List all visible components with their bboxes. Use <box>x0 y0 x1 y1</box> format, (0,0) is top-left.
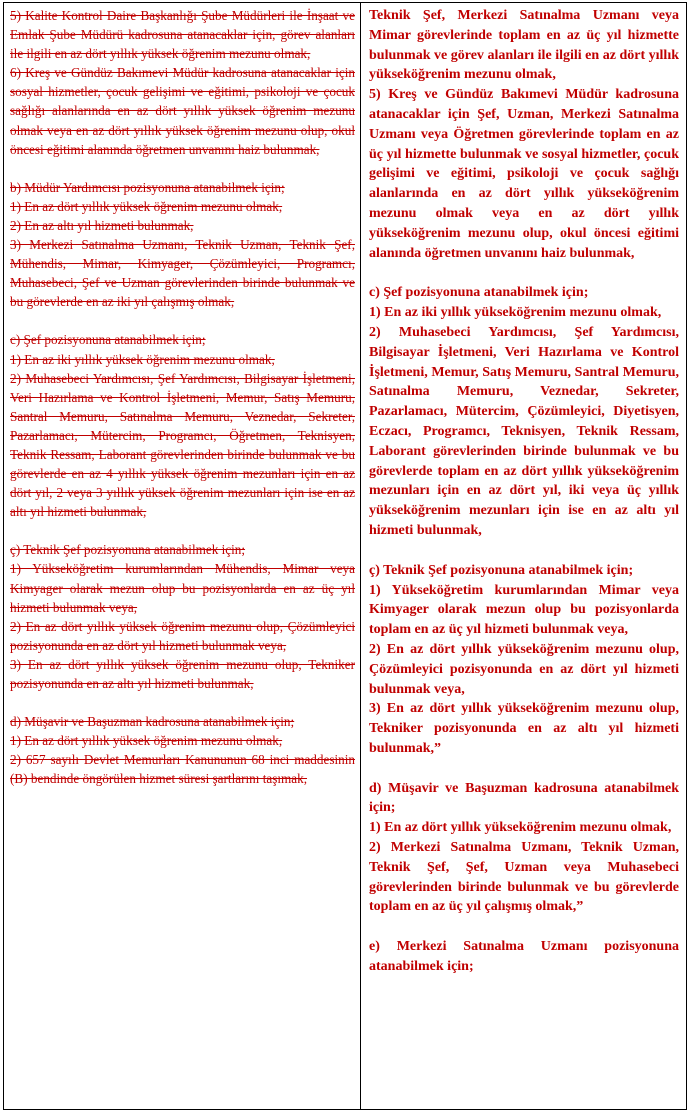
comparison-table <box>3 2 687 1110</box>
paragraph: 3) Merkezi Satınalma Uzmanı, Teknik Uzman, Teknik Şef, Mühendis, Mimar, Kimyager, Çözümleyici, Programcı, Muhasebeci, Şef ve Uzman görevlerinden birinde bulunmak ve bu görevlerde en az iki yıl çalışmış olmak, <box>10 237 355 310</box>
table-row <box>4 3 687 1110</box>
paragraph: 2) Merkezi Satınalma Uzmanı, Teknik Uzman, Teknik Şef, Şef, Uzman veya Muhasebeci görevlerinden birinde bulunmak ve bu görevlerde toplam en az üç yıl çalışmış olmak,” <box>369 840 679 915</box>
paragraph: 1) Yükseköğretim kurumlarından Mühendis, Mimar veya Kimyager olarak mezun olup bu pozisyonlarda en az üç yıl hizmeti bulunmak veya, <box>10 561 355 615</box>
paragraph-spacer <box>369 917 679 937</box>
paragraph: Teknik Şef, Merkezi Satınalma Uzmanı veya Mimar görevlerinde toplam en az üç yıl hizmette bulunmak ve görev alanları ile ilgili en az dört yıllık yükseköğrenim mezunu olmak, <box>369 8 679 83</box>
paragraph: 2) En az dört yıllık yükseköğrenim mezunu olup, Çözümleyici pozisyonunda en az dört yıl hizmeti bulunmak veya, <box>369 641 679 697</box>
paragraph-spacer <box>369 263 679 283</box>
paragraph: 1) En az dört yıllık yüksek öğrenim mezunu olmak, <box>10 198 283 214</box>
paragraph: 2) En az dört yıllık yüksek öğrenim mezunu olup, Çözümleyici pozisyonunda en az dört yıl hizmeti bulunmak veya, <box>10 618 355 653</box>
paragraph: d) Müşavir ve Başuzman kadrosuna atanabilmek için; <box>10 714 295 730</box>
new-text-column <box>361 3 687 1110</box>
paragraph: c) Şef pozisyonuna atanabilmek için; <box>369 285 589 301</box>
paragraph: 2) Muhasebeci Yardımcısı, Şef Yardımcısı, Bilgisayar İşletmeni, Veri Hazırlama ve Kontrol İşletmeni, Memur, Satış Memuru, Santral Memuru, Satınalma Memuru, Veznedar, Sekreter, Pazarlamacı, Mütercim, Çözümleyici, Diyetisyen, Eczacı, Programcı, Teknisyen, Teknik Ressam, Laborant görevlerinden birinde bulunmak ve bu görevlerde toplam en az dört yıllık yükseköğrenim mezunları için en az dört yıl, iki veya üç yıllık yükseköğrenim mezunları için ise en az altı yıl hizmeti bulunmak, <box>369 324 679 538</box>
paragraph: 3) En az dört yıllık yüksek öğrenim mezunu olup, Tekniker pozisyonunda en az altı yıl hizmeti bulunmak, <box>10 656 355 691</box>
paragraph: 2) Muhasebeci Yardımcısı, Şef Yardımcısı, Bilgisayar İşletmeni, Veri Hazırlama ve Kontrol İşletmeni, Memur, Satış Memuru, Santral Memuru, Satınalma Memuru, Veznedar, Sekreter, Pazarlamacı, Mütercim, Programcı, Öğretmen, Teknisyen, Teknik Ressam, Laborant görevlerinden birinde bulunmak ve bu görevlerde en az 4 yıllık yüksek öğrenim mezunları için en az dört yıl, 2 veya 3 yıllık yüksek öğrenim mezunları için ise en az altı yıl hizmeti bulunmak, <box>10 370 355 520</box>
paragraph: 1) En az iki yıllık yüksek öğrenim mezunu olmak, <box>10 351 275 367</box>
paragraph: 1) En az dört yıllık yükseköğrenim mezunu olmak, <box>369 820 672 836</box>
paragraph: c) Şef pozisyonuna atanabilmek için; <box>10 332 206 348</box>
paragraph: 3) En az dört yıllık yükseköğrenim mezunu olup, Tekniker pozisyonunda en az altı yıl hizmeti bulunmak,” <box>369 701 679 756</box>
paragraph: 1) Yükseköğretim kurumlarından Mimar veya Kimyager olarak mezun olup bu pozisyonlarda toplam en az üç yıl hizmeti bulunmak veya, <box>369 582 679 638</box>
paragraph-spacer <box>369 759 679 779</box>
paragraph: 6) Kreş ve Gündüz Bakımevi Müdür kadrosuna atanacaklar için sosyal hizmetler, çocuk gelişimi ve eğitimi, psikoloji ve çocuk sağlığı alanlarında en az dört yıllık yüksek öğrenim mezunu olmak veya en az dört yıllık yüksek öğrenim mezunu olup, okul öncesi eğitimi alanında öğretmen unvanını haiz bulunmak, <box>10 65 355 157</box>
paragraph: 5) Kreş ve Gündüz Bakımevi Müdür kadrosuna atanacaklar için Şef, Uzman, Merkezi Satınalma Uzmanı veya Öğretmen görevlerinde toplam en az üç yıl hizmette bulunmak ve sosyal hizmetler, çocuk gelişimi ve eğitimi, psikoloji ve çocuk sağlığı alanlarında en az dört yıllık yükseköğrenim mezunu olmak veya en az dört yıllık yükseköğrenim mezunu olup, okul öncesi eğitimi alanında öğretmen unvanını haiz bulunmak, <box>369 87 679 261</box>
paragraph: d) Müşavir ve Başuzman kadrosuna atanabilmek için; <box>369 780 679 816</box>
paragraph-spacer <box>369 541 679 561</box>
paragraph: 2) 657 sayılı Devlet Memurları Kanununun 68 inci maddesinin (B) bendinde öngörülen hizmet süresi şartlarını taşımak, <box>10 752 355 787</box>
paragraph-spacer <box>10 521 355 540</box>
old-text-column <box>4 3 361 1110</box>
paragraph-spacer <box>10 693 355 712</box>
paragraph: 5) Kalite Kontrol Daire Başkanlığı Şube Müdürleri ile İnşaat ve Emlak Şube Müdürü kadrosuna atanacaklar için, görev alanları ile ilgili en az dört yıllık yüksek öğrenim mezunu olmak, <box>10 8 355 62</box>
paragraph-spacer <box>10 311 355 330</box>
paragraph-spacer <box>10 159 355 178</box>
paragraph: 1) En az dört yıllık yüksek öğrenim mezunu olmak, <box>10 733 283 749</box>
paragraph: e) Merkezi Satınalma Uzmanı pozisyonuna atanabilmek için; <box>369 939 679 975</box>
paragraph: 1) En az iki yıllık yükseköğrenim mezunu olmak, <box>369 305 662 321</box>
paragraph: 2) En az altı yıl hizmeti bulunmak, <box>10 217 194 233</box>
paragraph: b) Müdür Yardımcısı pozisyonuna atanabilmek için; <box>10 179 285 195</box>
paragraph: ç) Teknik Şef pozisyonuna atanabilmek için; <box>369 562 634 578</box>
paragraph: ç) Teknik Şef pozisyonuna atanabilmek için; <box>10 542 246 558</box>
